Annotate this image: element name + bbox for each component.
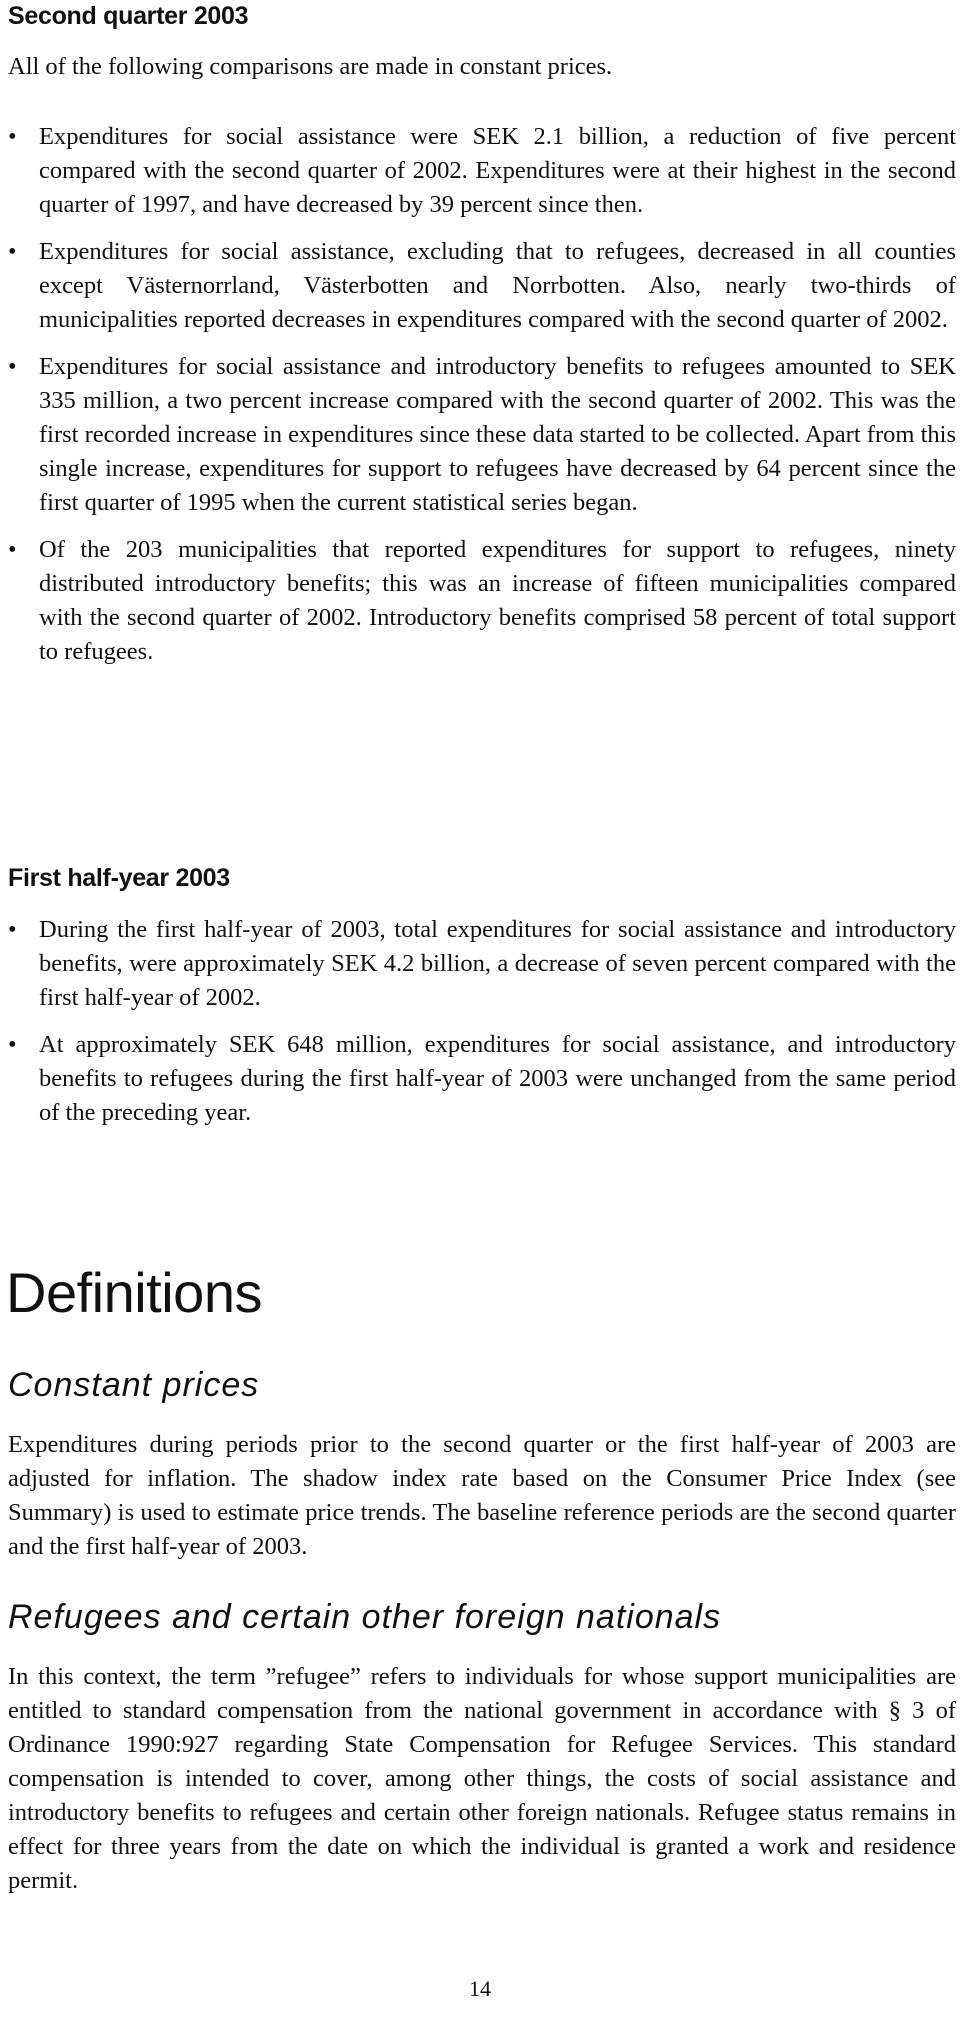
definitions-heading: Definitions	[6, 1261, 262, 1324]
bullet-item: • Expenditures for social assistance and introductory benefits to refugees amounted to SEK 335 million, a two percent increase compared with the second quarter of 2002. This was the first recorded increase in expenditures since these data started to be collected. Apart from this single increase, expenditures for support to refugees have decreased by 64 percent since the first quarter of 1995 when the current statistical series began.	[8, 350, 956, 520]
bullet-item: • Expenditures for social assistance, excluding that to refugees, decreased in all counties except Västernorrland, Västerbotten and Norrbotten. Also, nearly two-thirds of municipalities reported decreases in expenditures compared with the second quarter of 2002.	[8, 235, 956, 337]
bullet-item: • Of the 203 municipalities that reported expenditures for support to refugees, ninety distributed introductory benefits; this was an increase of fifteen municipalities compared with the second quarter of 2002. Introductory benefits comprised 58 percent of total support to refugees.	[8, 533, 956, 669]
bullet-item: • Expenditures for social assistance were SEK 2.1 billion, a reduction of five percent compared with the second quarter of 2002. Expenditures were at their highest in the second quarter of 1997, and have decreased by 39 percent since then.	[8, 120, 956, 222]
bullet-item: • During the first half-year of 2003, total expenditures for social assistance and introductory benefits, were approximately SEK 4.2 billion, a decrease of seven percent compared with the first half-year of 2002.	[8, 913, 956, 1015]
bullet-item: • At approximately SEK 648 million, expenditures for social assistance, and introductory benefits to refugees during the first half-year of 2003 were unchanged from the same period of the preceding year.	[8, 1028, 956, 1130]
section-heading-first-half-year: First half-year 2003	[8, 864, 230, 892]
refugees-paragraph: In this context, the term ”refugee” refers to individuals for whose support municipalities are entitled to standard compensation from the national government in accordance with § 3 of Ordinance 1990:927 regarding State Compensation for Refugee Services. This standard compensation is intended to cover, among other things, the costs of social assistance and introductory benefits to refugees and certain other foreign nationals. Refugee status remains in effect for three years from the date on which the individual is granted a work and residence permit.	[8, 1663, 956, 1894]
refugees-heading: Refugees and certain other foreign nationals	[8, 1598, 722, 1636]
intro-paragraph: All of the following comparisons are made in constant prices.	[8, 53, 613, 80]
first-half-year-bullet-list	[8, 913, 956, 1130]
constant-prices-paragraph: Expenditures during periods prior to the second quarter or the first half-year of 2003 are adjusted for inflation. The shadow index rate based on the Consumer Price Index (see Summary) is used to estimate price trends. The baseline reference periods are the second quarter and the first half-year of 2003.	[8, 1431, 956, 1560]
page-number: 14	[469, 1976, 491, 2001]
constant-prices-heading: Constant prices	[8, 1366, 260, 1404]
second-quarter-bullet-list	[8, 120, 956, 669]
section-heading-second-quarter: Second quarter 2003	[8, 2, 249, 30]
